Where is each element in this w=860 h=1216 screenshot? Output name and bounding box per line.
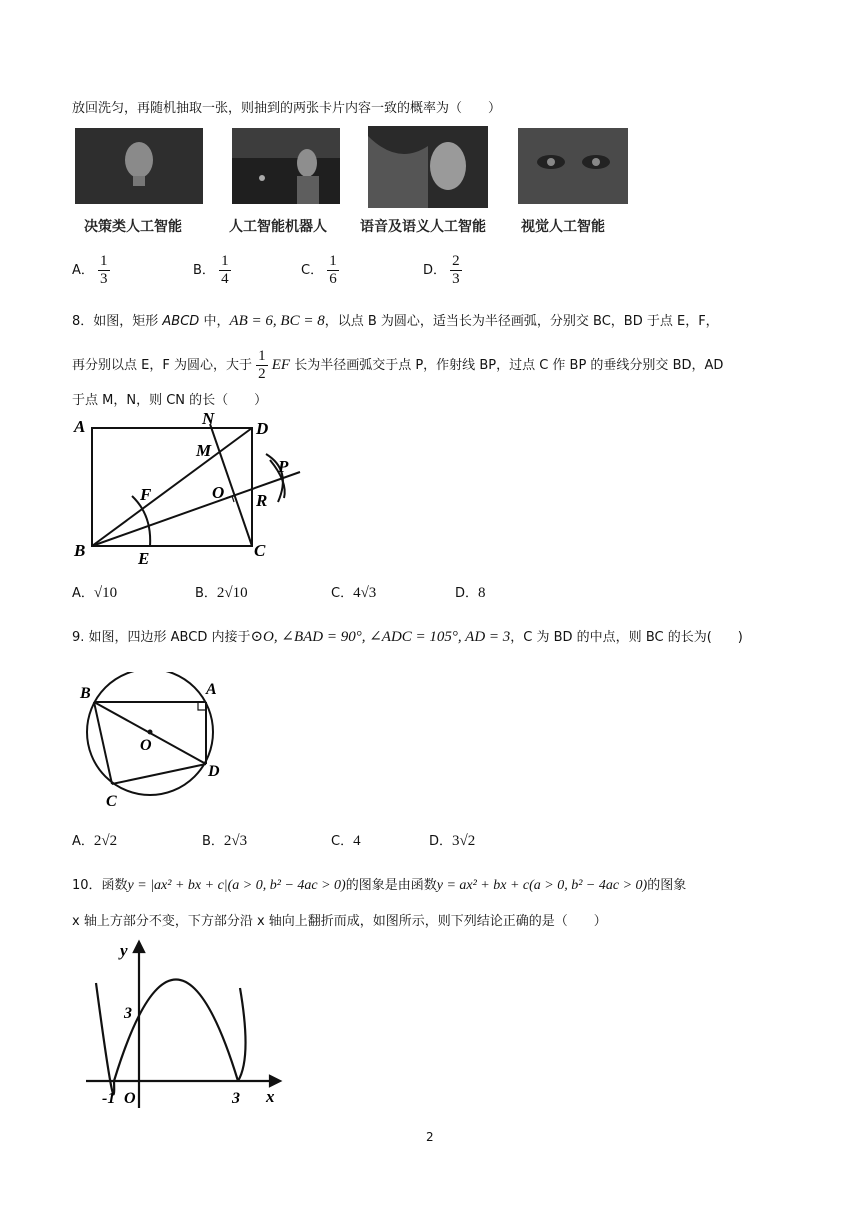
- label-d: D: [256, 419, 269, 438]
- q8-line2: 再分别以点 E，F 为圆心，大于 $\frac{1}{2}$ EF 长为半径画弧交于点 P，作射线 BP，过点 C 作 BP 的垂线分别交 BD，AD: [72, 348, 724, 382]
- q8-rectangle-figure: [70, 410, 310, 570]
- card-image-voice: [368, 126, 488, 208]
- q9-option-d[interactable]: D．3√2: [429, 833, 476, 849]
- label-neg1: -1: [102, 1090, 116, 1107]
- label-o: O: [140, 737, 152, 754]
- q7-option-c[interactable]: C． $\frac{1}{6}$: [301, 253, 337, 287]
- right-branch: [238, 988, 246, 1081]
- label-b: B: [74, 541, 86, 560]
- q7-option-d[interactable]: D． $\frac{2}{3}$: [423, 253, 460, 287]
- fraction: $\frac{1}{6}$: [329, 253, 337, 287]
- q7-stem: 放回洗匀，再随机抽取一张，则抽到的两张卡片内容一致的概率为（ ）: [72, 101, 502, 116]
- q8-option-c[interactable]: C．4√3: [331, 585, 377, 601]
- q8-option-b[interactable]: B．2√10: [195, 585, 248, 601]
- flipped-arch: [114, 980, 238, 1082]
- label-a: A: [74, 417, 86, 436]
- center-dot: [148, 730, 153, 735]
- q8-option-d[interactable]: D．8: [455, 585, 486, 601]
- fraction: $\frac{1}{3}$: [100, 253, 108, 287]
- lightbulb-image: [75, 128, 203, 204]
- fraction: $\frac{1}{4}$: [221, 253, 229, 287]
- face-image: [368, 126, 488, 208]
- label-origin: O: [124, 1090, 136, 1107]
- label-o: O: [212, 483, 225, 502]
- q8-line3: 于点 M，N，则 CN 的长（ ）: [72, 393, 268, 408]
- x-axis-arrow: [270, 1076, 280, 1086]
- side-cd: [112, 764, 206, 784]
- q10-line1: 10．函数y = |ax² + bx + c|(a > 0, b² − 4ac > 0)的图象是由函数y = ax² + bx + c(a > 0, b² − 4ac > 0)的图象: [72, 878, 687, 893]
- y-axis-arrow: [134, 942, 144, 952]
- card-image-vision: [518, 128, 628, 204]
- fraction: $\frac{2}{3}$: [452, 253, 460, 287]
- label-p: P: [278, 457, 289, 476]
- label-c: C: [254, 541, 266, 560]
- q9-option-a[interactable]: A．2√2: [72, 833, 118, 849]
- q8-line1: 8．如图，矩形 ABCD 中，AB = 6, BC = 8，以点 B 为圆心，适当长为半径画弧，分别交 BC，BD 于点 E，F，: [72, 313, 719, 329]
- label-3-y: 3: [124, 1005, 132, 1022]
- q9-circle-figure: [72, 672, 232, 817]
- card-label-2: 人工智能机器人: [229, 219, 327, 235]
- label-m: M: [196, 441, 212, 460]
- q9-option-c[interactable]: C．4: [331, 833, 361, 849]
- label-r: R: [256, 491, 268, 510]
- q10-line2: x 轴上方部分不变，下方部分沿 x 轴向上翻折而成，如图所示，则下列结论正确的是（ ）: [72, 914, 607, 929]
- fraction: $\frac{1}{2}$: [258, 348, 266, 382]
- label-n: N: [202, 410, 215, 428]
- q7-option-b[interactable]: B． $\frac{1}{4}$: [193, 253, 229, 287]
- left-branch: [96, 983, 114, 1094]
- label-x: x: [266, 1087, 275, 1106]
- label-f: F: [140, 485, 152, 504]
- label-e: E: [138, 549, 150, 568]
- q9-option-b[interactable]: B．2√3: [202, 833, 248, 849]
- label-a: A: [206, 681, 217, 698]
- q9-stem: 9. 如图，四边形 ABCD 内接于⊙O, ∠BAD = 90°, ∠ADC = 105°, AD = 3，C 为 BD 的中点，则 BC 的长为( ): [72, 629, 743, 645]
- label-c: C: [106, 793, 117, 810]
- ray-bp: [92, 472, 300, 546]
- card-image-decision: [75, 128, 203, 204]
- right-angle-mark: [198, 702, 206, 710]
- q10-graph-figure: [76, 938, 286, 1108]
- q7-option-a[interactable]: A． $\frac{1}{3}$: [72, 253, 108, 287]
- label-d: D: [208, 763, 220, 780]
- diagonal-bd: [92, 428, 252, 546]
- card-label-4: 视觉人工智能: [521, 219, 605, 235]
- label-3-x: 3: [232, 1090, 240, 1107]
- eyes-image: [518, 128, 628, 204]
- side-bc: [94, 702, 112, 784]
- card-label-1: 决策类人工智能: [84, 219, 182, 235]
- label-y: y: [120, 941, 128, 960]
- card-image-robot: [232, 128, 340, 204]
- label-b: B: [80, 685, 91, 702]
- q8-option-a[interactable]: A．√10: [72, 585, 118, 601]
- page-number: 2: [426, 1130, 434, 1144]
- card-label-3: 语音及语义人工智能: [360, 219, 486, 235]
- robot-image: [232, 128, 340, 204]
